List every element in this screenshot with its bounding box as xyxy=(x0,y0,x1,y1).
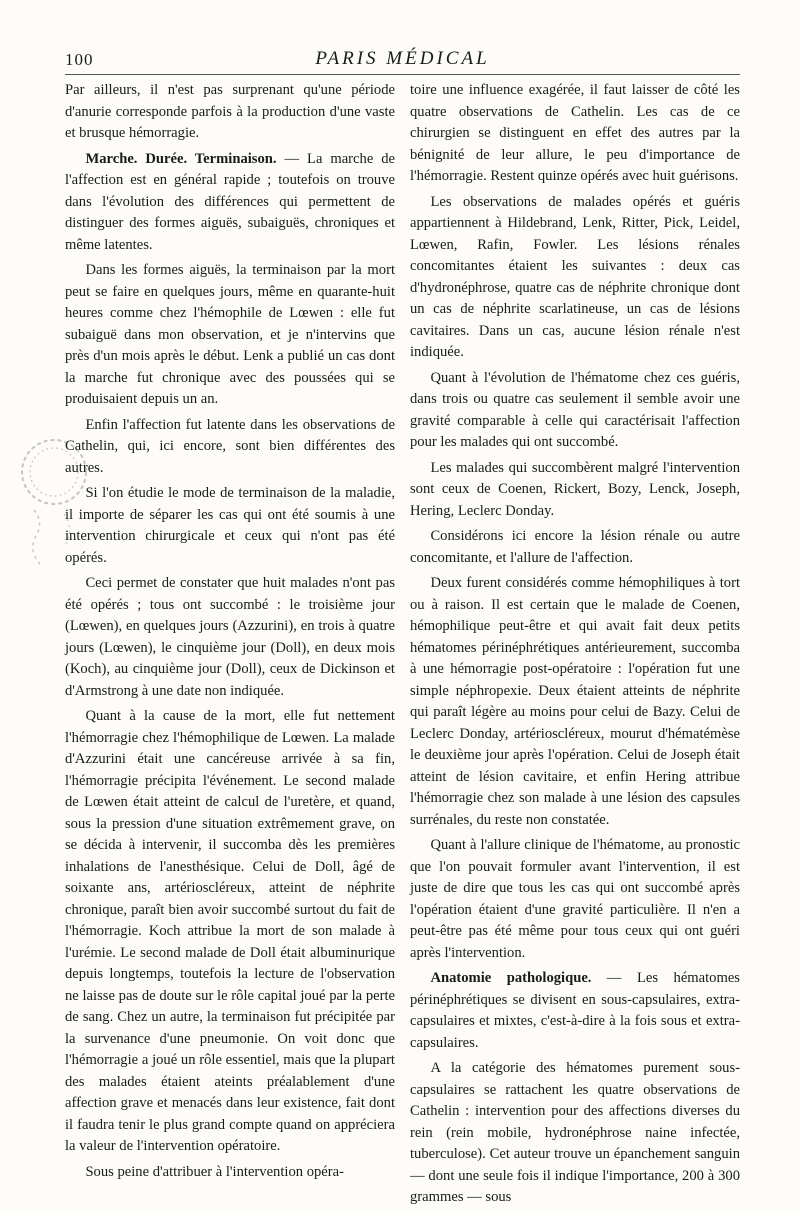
paragraph xyxy=(65,415,395,480)
paragraph-text: — La marche de l'affection est en général rapide ; toutefois on trouve dans l'évolution des différences qui permettent de distinguer des formes aiguës, subaiguës, chroniques et même latentes. xyxy=(65,150,396,253)
right-column xyxy=(410,80,740,1213)
paragraph-text: Considérons ici encore la lésion rénale ou autre concomitante, et l'allure de l'affection. xyxy=(410,528,740,566)
paragraph xyxy=(410,80,740,188)
paragraph xyxy=(65,706,395,1158)
paragraph-text: — Les hématomes périnéphrétiques se divisent en sous-capsulaires, extra-capsulaires et mixtes, c'est-à-dire à la fois sous et extra-capsulaires. xyxy=(410,970,740,1051)
running-header xyxy=(65,44,740,75)
paragraph-text: Quant à la cause de la mort, elle fut nettement l'hémorragie chez l'hémophilique de Lœwen. La malade d'Azzurini était une cancéreuse arrivée à sa fin, l'hémorragie précipita l'événement. Le second malade de Lœwen était atteint de calcul de l'uretère, et quand, sous la pression d'une situation extrêmement grave, on se décida à intervenir, il succomba dès les premières inhalations de l'anesthésique. Celui de Doll, âgé de soixante ans, artérioscléreux, atteint de néphrite chronique, paraît bien avoir succombé surtout du fait de l'hémorragie. Koch attribue la mort de son malade à l'urémie. Le second malade de Doll était albuminurique depuis longtemps, toutefois la lecture de l'observation ne laisse pas de doute sur le rôle capital joué par la perte de sang. Chez un autre, la terminaison fut précipitée par la survenance d'une pneumonie. On voit donc que l'hémorragie a joué un rôle essentiel, mais que la plupart des malades étaient ateints préalablement d'une affection grave et menacés dans leur existence, fait dont il faudra tenir le plus grand compte quand on appréciera la valeur de l'intervention opératoire. xyxy=(65,708,395,1154)
paragraph xyxy=(410,526,740,569)
paragraph-text: Les observations de malades opérés et guéris appartiennent à Hildebrand, Lenk, Ritter, Pick, Leidel, Lœwen, Rafin, Fowler. Les lésions rénales concomitantes étaient les suivantes : deux cas d'hydronéphrose, quatre cas de néphrite chronique dont un cas de néphrite scarlatineuse, un cas de lésions cavitaires. Dans un cas, aucune lésion rénale n'est indiquée. xyxy=(410,193,740,360)
paragraph-text: A la catégorie des hématomes purement sous-capsulaires se rattachent les quatre observations de Cathelin : intervention pour des affections diverses du rein (rein mobile, hydronéphrose naine infectée, tuberculose). Cet auteur trouve un épanchement sanguin — dont une seule fois il indique l'importance, 200 à 300 grammes — sous xyxy=(410,1060,740,1205)
paragraph xyxy=(65,149,395,257)
paragraph-heading: Anatomie pathologique. xyxy=(430,970,592,986)
paragraph xyxy=(410,368,740,454)
paragraph-text: Par ailleurs, il n'est pas surprenant qu'une période d'anurie corresponde parfois à la production d'une vaste et brusque hémorragie. xyxy=(65,82,395,141)
paragraph-text: Quant à l'évolution de l'hématome chez ces guéris, dans trois ou quatre cas seulement il semble avoir une gravité comparable à celle qui caractérisait l'affection pour les malades qui ont succombé. xyxy=(410,369,740,450)
paragraph xyxy=(410,573,740,831)
paragraph xyxy=(410,192,740,364)
paragraph xyxy=(410,458,740,523)
text-columns xyxy=(65,80,740,1213)
paragraph-text: Les malades qui succombèrent malgré l'intervention sont ceux de Coenen, Rickert, Bozy, Lenck, Joseph, Hering, Leclerc Donday. xyxy=(410,459,740,519)
paragraph xyxy=(65,260,395,411)
running-title: PARIS MÉDICAL xyxy=(315,48,490,69)
paragraph xyxy=(410,968,740,1054)
paragraph xyxy=(410,835,740,964)
paragraph-text: Dans les formes aiguës, la terminaison par la mort peut se faire en quelques jours, même en quarante-huit heures comme chez l'hémophile de Lœwen : elle fut subaiguë dans mon observation, et je n'intervins que près d'un mois après le début. Lenk a publié un cas dont la marche fut chronique avec des poussées qui se produisaient depuis un an. xyxy=(65,262,395,407)
paragraph xyxy=(65,1162,395,1184)
paragraph xyxy=(410,1058,740,1209)
paragraph-text: Quant à l'allure clinique de l'hématome, au pronostic que l'on pouvait formuler avant l'intervention, il est juste de dire que tous les cas qui ont succombé après l'opération étaient d'une gravité particulière. Il n'en a peut-être pas été même pour tous ceux qui ont guéri après l'intervention. xyxy=(410,837,740,961)
paragraph-text: Ceci permet de constater que huit malades n'ont pas été opérés ; tous ont succombé : le troisième jour (Lœwen), en quelques jours (Azzurini), en trois à quatre jours (Lœwen), le cinquième jour (Doll), en deux mois (Koch), au cinquième jour (Doll), ceux de Dickinson et d'Armstrong à une date non indiquée. xyxy=(65,575,395,699)
paragraph xyxy=(65,80,395,145)
paragraph-text: toire une influence exagérée, il faut laisser de côté les quatre observations de Cathelin. Les cas de ce chirurgien se distinguent en effet des autres par la bénignité de leur allure, le peu d'importance de l'hémorragie. Restent quinze opérés avec huit guérisons. xyxy=(410,82,740,184)
paragraph xyxy=(65,573,395,702)
paragraph-heading: Marche. Durée. Terminaison. xyxy=(85,150,277,167)
paragraph-text: Deux furent considérés comme hémophiliques à tort ou à raison. Il est certain que le malade de Coenen, hémophilique peut-être et qui avait fait deux petits hématomes périnéphrétiques antérieurement, succomba à une hémorragie post-opératoire : l'opération fut une simple néphropexie. Deux étaient atteints de néphrite qui paraît légère au moins pour celui de Bazy. Celui de Leclerc Donday, artérioscléreux, mourut d'hématémèse le deuxième jour après l'opération. Celui de Joseph était atteint de lésion cavitaire, et enfin Hering attribue l'hémorragie chez son malade à une lésion des capsules surrénales, du reste non constatée. xyxy=(410,575,740,828)
paragraph-text: Si l'on étudie le mode de terminaison de la maladie, il importe de séparer les cas qui ont été soumis à une intervention chirurgicale et ceux qui n'ont pas été opérés. xyxy=(65,485,395,566)
paragraph xyxy=(65,483,395,569)
page-number: 100 xyxy=(65,50,94,69)
paragraph-text: Sous peine d'attribuer à l'intervention opéra- xyxy=(85,1163,344,1180)
paragraph-text: Enfin l'affection fut latente dans les observations de Cathelin, qui, ici encore, sont bien différentes des autres. xyxy=(65,416,395,476)
left-column xyxy=(65,80,395,1213)
